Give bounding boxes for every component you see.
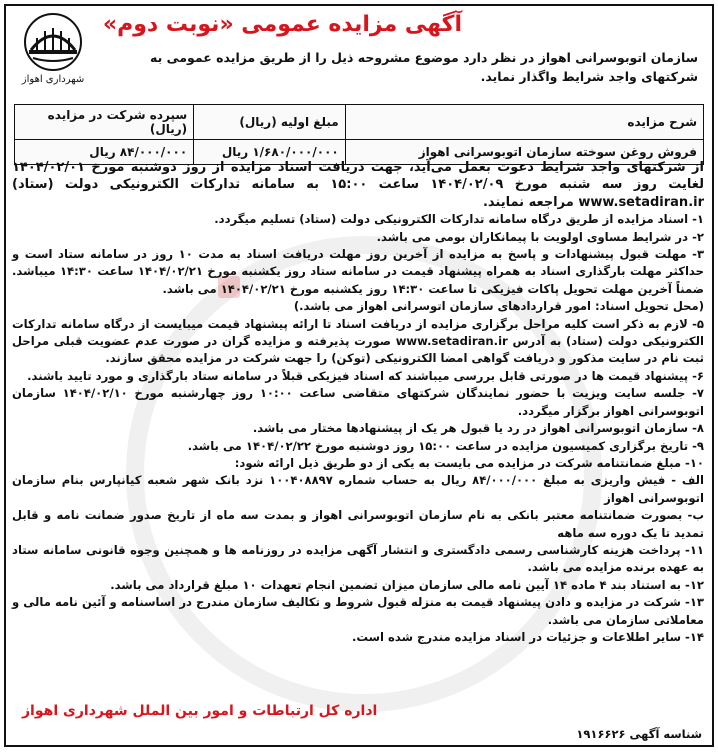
notice-header — [6, 6, 712, 102]
col-initial-price-header: مبلغ اولیه (ریال) — [194, 105, 346, 140]
clause-3: ۳- مهلت قبول پیشنهادات و پاسخ به مزایده از آخرین روز مهلت دریافت اسناد به مدت ۱۰ روز در سامانه ستاد است و حداکثر مهلت بارگذاری اسناد به همراه پیشنهاد قیمت در سامانه ستاد روز یکشنبه مورخ ۱۴۰۴/۰۲/۲۱ ساعت ۱۴:۳۰ میباشد. ضمناً آخرین مهلت تحویل پاکات فیزیکی تا ساعت ۱۴:۳۰ روز یکشنبه مورخ ۱۴۰۴/۰۲/۲۱ می باشد. — [12, 247, 705, 296]
municipality-logo — [14, 12, 92, 96]
bridge-logo-icon — [23, 12, 83, 72]
clause-10-b: ب- بصورت ضمانتنامه معتبر بانکی به نام سازمان اتوبوسرانی اهواز و بمدت سه ماه از تاریخ صدور ضمانت نامه و قابل تمدید تا یک دوره سه ماهه — [12, 508, 704, 540]
clause-14: ۱۴- سایر اطلاعات و جزئیات در اسناد مزایده مندرج شده است. — [351, 629, 704, 644]
cell-deposit: ۸۴/۰۰۰/۰۰۰ ریال — [15, 140, 194, 165]
clause-3-delivery: (محل تحویل اسناد: امور قراردادهای سازمان اتوسرانی اهواز می باشد.) — [293, 299, 704, 314]
table-header-row — [15, 105, 704, 140]
col-deposit-header: سپرده شرکت در مزایده (ریال) — [15, 105, 194, 140]
notice-title: آگهی مزایده عمومی «نوبت دوم» — [102, 12, 462, 37]
notice-id: شناسه آگهی ۱۹۱۶۶۲۶ — [576, 727, 702, 741]
clause-9: ۹- تاریخ برگزاری کمیسیون مزایده در ساعت ۱۵:۰۰ روز دوشنبه مورخ ۱۴۰۴/۰۲/۲۲ می باشد. — [187, 438, 704, 453]
clause-1: ۱- اسناد مزایده از طریق درگاه سامانه تدارکات الکترونیکی دولت (ستاد) تسلیم میگردد. — [214, 212, 704, 227]
clause-11: ۱۱- پرداخت هزینه کارشناسی رسمی دادگستری و انتشار آگهی مزایده در روزنامه ها و همچنین وجوه قانونی سامانه ستاد به عهده برنده مزایده می باشد. — [12, 542, 704, 575]
notice-body — [12, 159, 704, 646]
paragraph-intro: از شرکتهای واجد شرایط دعوت بعمل می‌آید، جهت دریافت اسناد مزایده از روز دوشنبه مورخ ۱۴۰۴/۰۲/۰۱ لغایت روز سه شنبه مورخ ۱۴۰۴/۰۲/۰۹ ساعت ۱۵:۰۰ به سامانه تدارکات الکترونیکی دولت (ستاد) www.setadiran.ir مراجعه نمایند. — [12, 160, 704, 210]
clause-10: ۱۰- مبلغ ضمانتنامه شرکت در مزایده می بایست به یکی از دو طریق ذیل ارائه شود: — [234, 455, 704, 470]
footer-organization: اداره کل ارتباطات و امور بین الملل شهرداری اهواز — [22, 703, 378, 719]
clause-13: ۱۳- شرکت در مزایده و دادن پیشنهاد قیمت به منزله قبول شروط و تکالیف سازمان مندرج در اساسنامه و آئین نامه مالی و معاملاتی سازمان می باشد. — [12, 595, 704, 627]
clause-5: ۵- لازم به ذکر است کلیه مراحل برگزاری مزایده از دریافت اسناد تا ارائه پیشنهاد قیمت میبایست از درگاه سامانه تدارکات الکترونیکی دولت (ستاد) به آدرس www.setadiran.ir صورت پذیرفته و مزایده گران در صورت عدم عضویت قبلی مراحل ثبت نام در سایت مذکور و دریافت گواهی امضا الکترونیکی (توکن) را جهت شرکت در مزایده محقق سازند. — [12, 316, 704, 366]
cell-description: فروش روغن سوخته سازمان اتوبوسرانی اهواز — [345, 140, 703, 165]
clause-7: ۷- جلسه سایت ویزیت با حضور نمایندگان شرکتهای متقاضی ساعت ۱۰:۰۰ روز چهارشنبه مورخ ۱۴۰۴/۰۲/۱۰ سازمان اتوبوسرانی اهواز برگزار میگردد. — [12, 386, 704, 418]
cell-initial-price: ۱/۶۸۰/۰۰۰/۰۰۰ ریال — [194, 140, 346, 165]
clause-2: ۲- در شرایط مساوی اولویت با پیمانکاران بومی می باشد. — [376, 229, 704, 244]
clause-8: ۸- سازمان اتوبوسرانی اهواز در رد یا قبول هر یک از پیشنهادها مختار می باشد. — [252, 421, 704, 436]
notice-intro: سازمان اتوبوسرانی اهواز در نظر دارد موضوع مشروحه ذیل را از طریق مزایده عمومی به شرکتهای واجد شرایط واگذار نماید. — [150, 50, 698, 84]
col-description-header: شرح مزایده — [345, 105, 703, 140]
clause-10-a: الف - فیش واریزی به مبلغ ۸۴/۰۰۰/۰۰۰ ریال به حساب شماره ۱۰۰۴۰۸۸۹۷ نزد بانک شهر شعبه کیانپارس بنام سازمان اتوبوسرانی اهواز — [12, 473, 704, 505]
notice-page — [4, 4, 714, 747]
logo-caption: شهرداری اهواز — [21, 74, 85, 85]
clause-12: ۱۲- به استناد بند ۴ ماده ۱۴ آیین نامه مالی سازمان میزان تضمین انجام تعهدات ۱۰ مبلغ قرارداد می باشد. — [110, 577, 704, 592]
clause-6: ۶- پیشنهاد قیمت ها در صورتی قابل بررسی میباشند که اسناد فیزیکی قبلاً در سامانه ستاد بارگذاری و مورد تایید باشند. — [27, 368, 704, 383]
auction-table — [14, 104, 704, 165]
